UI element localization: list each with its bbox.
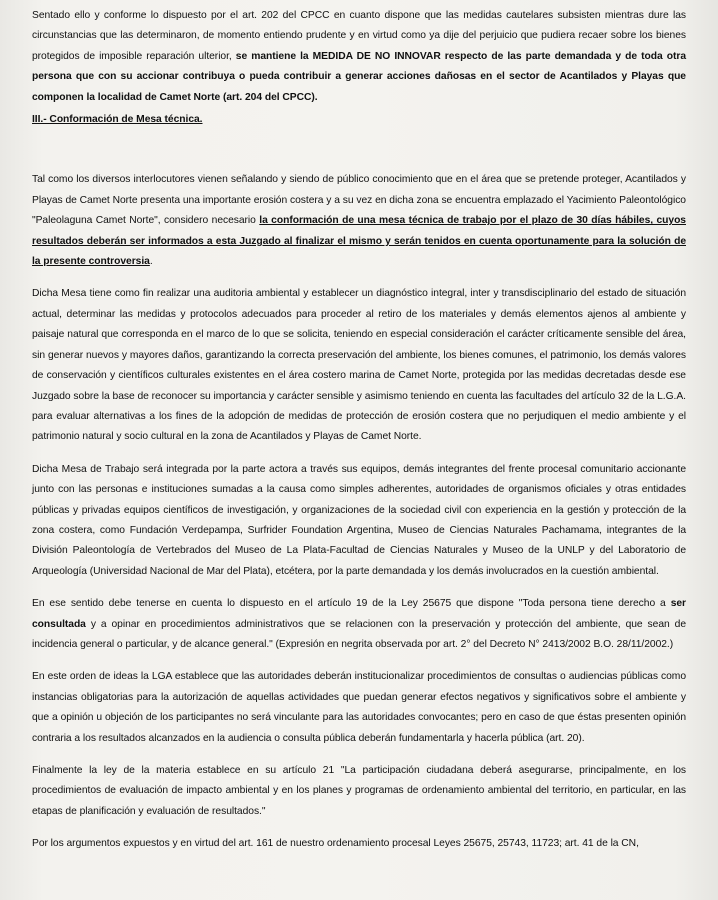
paragraph-ley-25675 (32, 594, 686, 655)
paragraph-mesa-tecnica (32, 170, 686, 272)
paragraph-text: En este orden de ideas la LGA establece que las autoridades deberán institucionalizar procedimientos de consultas o audiencias públicas como instancias obligatorias para la autorización de aquellas actividades que puedan generar efectos negativos y significativos sobre el ambiente y que a opinión u objeción de los participantes no será vinculante para las autoridades convocantes; pero en caso de que éstas presenten opinión contraria a los resultados alcanzados en la audiencia o consulta pública deberán fundamentarla y hacerla pública (art. 20). (32, 671, 686, 744)
paragraph-text: Dicha Mesa de Trabajo será integrada por la parte actora a través sus equipos, demás integrantes del frente procesal comunitario accionante junto con las personas e instituciones sumadas a la causa como simples adherentes, autoridades de organismos oficiales y otras entidades públicas y privadas equipos científicos de investigación, y organizaciones de la sociedad civil con experiencia en la gestión y protección de la zona costera, como Fundación Verdepampa, Surfrider Foundation Argentina, Museo de Ciencias Naturales Pachamama, integrantes de la División Paleontología de Vertebrados del Museo de La Plata-Facultad de Ciencias Naturales y Museo de la UNLP y del Laboratorio de Arqueología (Universidad Nacional de Mar del Plata), etcétera, por la parte demandada y los demás involucrados en la cuestión ambiental. (32, 463, 686, 577)
paragraph-text: Tal como los diversos interlocutores vienen señalando y siendo de público conocimiento que en el área que se pretende proteger, Acantilados y Playas de Camet Norte presenta una importante erosión costera y a su vez en dicha zona se encuentra emplazado el Yacimiento Paleontológico "Paleolaguna Camet Norte", considero necesario (32, 174, 686, 227)
spacer (32, 130, 686, 170)
paragraph-articulo-21 (32, 761, 686, 822)
section-heading (32, 110, 686, 130)
paragraph-integrantes (32, 460, 686, 582)
paragraph-text: . (149, 256, 153, 268)
paragraph-argumentos (32, 834, 686, 854)
paragraph-lga-consultas (32, 667, 686, 749)
section-heading-text: III.- Conformación de Mesa técnica. (32, 114, 203, 126)
paragraph-auditoria (32, 284, 686, 447)
paragraph-text: Dicha Mesa tiene como fin realizar una auditoria ambiental y establecer un diagnóstico integral, inter y transdisciplinario del estado de situación actual, determinar las medidas y protocolos adecuados para proceder al retiro de los materiales y demás elementos ajenos al ambiente y paisaje natural que corresponda en el marco de lo que se solicita, teniendo en especial consideración el carácter críticamente sensible del área, sin generar nuevos y mayores daños, garantizando la correcta preservación del ambiente, los bienes comunes, el patrimonio, los demás valores de conservación y científicos culturales existentes en el área costero marina de Camet Norte, protegida por las medidas decretadas desde ese Juzgado sobre la base de reconocer su importancia y carácter sensible y asimismo teniendo en cuenta las facultades del artículo 32 de la L.G.A. para evaluar alternativas a los fines de la adopción de medidas de protección de erosión costera que no perjudiquen el medio ambiente y el patrimonio natural y socio cultural en la zona de Acantilados y Playas de Camet Norte. (32, 288, 686, 443)
paragraph-text: y a opinar en procedimientos administrativos que se relacionen con la preservación y protección del ambiente, que sean de incidencia general o particular, y de alcance general." (Expresión en negrita observada por art. 2° del Decreto N° 2413/2002 B.O. 28/11/2002.) (32, 618, 686, 650)
paragraph-text: Finalmente la ley de la materia establece en su artículo 21 "La participación ciudadana deberá asegurarse, principalmente, en los procedimientos de evaluación de impacto ambiental y en los planes y programas de ordenamiento ambiental del territorio, en particular, en las etapas de planificación y evaluación de resultados." (32, 765, 686, 817)
paragraph-bold-text: ser consultada (32, 598, 686, 630)
paragraph-text: En ese sentido debe tenerse en cuenta lo dispuesto en el artículo 19 de la Ley 25675 que dispone "Toda persona tiene derecho a (32, 598, 671, 610)
paragraph-text: Sentado ello y conforme lo dispuesto por el art. 202 del CPCC en cuanto dispone que las medidas cautelares subsisten mientras dure las circunstancias que las determinaron, de momento entiendo prudente y en virtud como ya dije del perjuicio que pudiera recaer sobre los bienes protegidos de imposible reparación ulterior, (32, 10, 686, 62)
paragraph-bold-text: se mantiene la MEDIDA DE NO INNOVAR respecto de las parte demandada y de toda otra persona que con su accionar contribuya o pueda contribuir a generar acciones dañosas en el sector de Acantilados y Playas que componen la localidad de Camet Norte (art. 204 del CPCC). (32, 50, 686, 103)
paragraph-text: Por los argumentos expuestos y en virtud del art. 161 de nuestro ordenamiento procesal Leyes 25675, 25743, 11723; art. 41 de la CN, (32, 838, 639, 850)
paragraph-bold-underlined-text: la conformación de una mesa técnica de trabajo por el plazo de 30 días hábiles, cuyos resultados deberán ser informados a esta Juzgado al finalizar el mismo y serán tenidos en cuenta oportunamente para la solución de la presente controversia (32, 215, 686, 268)
paragraph-medida-no-innovar (32, 6, 686, 108)
